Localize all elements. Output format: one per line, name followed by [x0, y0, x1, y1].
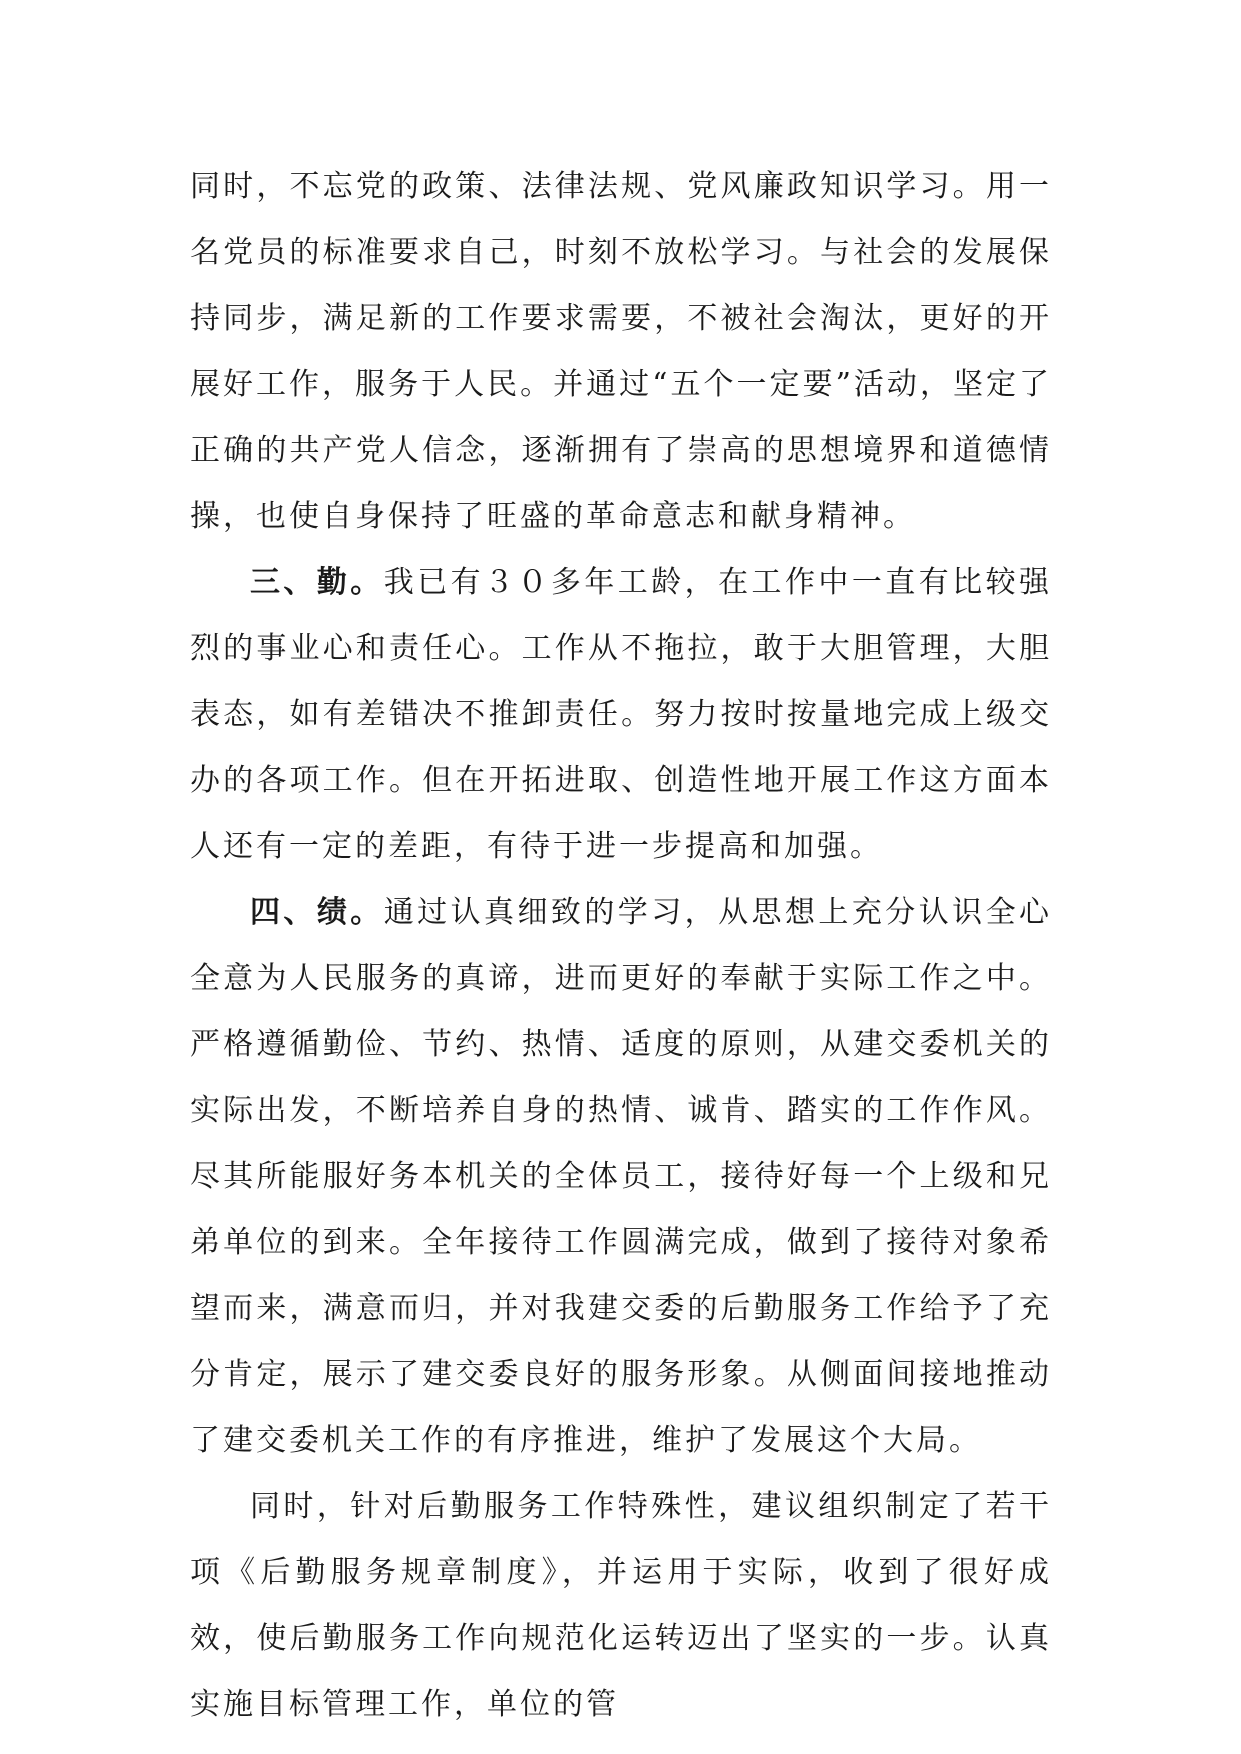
paragraph-diligence-text: 我已有３０多年工龄，在工作中一直有比较强烈的事业心和责任心。工作从不拖拉，敢于大胆管理，大胆表态，如有差错决不推卸责任。努力按时按量地完成上级交办的各项工作。但在开拓进取、创造性地开展工作这方面本人还有一定的差距，有待于进一步提高和加强。: [190, 565, 1053, 864]
section-heading-achievement: 四、绩。: [250, 895, 384, 930]
paragraph-achievement-text: 通过认真细致的学习，从思想上充分认识全心全意为人民服务的真谛，进而更好的奉献于实际工作之中。严格遵循勤俭、节约、热情、适度的原则，从建交委机关的实际出发，不断培养自身的热情、诚肯、踏实的工作作风。尽其所能服好务本机关的全体员工，接待好每一个上级和兄弟单位的到来。全年接待工作圆满完成，做到了接待对象希望而来，满意而归，并对我建交委的后勤服务工作给予了充分肯定，展示了建交委良好的服务形象。从侧面间接地推动了建交委机关工作的有序推进，维护了发展这个大局。: [190, 895, 1053, 1458]
document-body: [190, 154, 1052, 1738]
paragraph-regulations: 同时，针对后勤服务工作特殊性，建议组织制定了若干项《后勤服务规章制度》，并运用于实际，收到了很好成效，使后勤服务工作向规范化运转迈出了坚实的一步。认真实施目标管理工作，单位的管: [190, 1489, 1052, 1722]
paragraph-diligence: [190, 550, 1052, 880]
section-heading-diligence: 三、勤。: [250, 565, 384, 600]
paragraph-achievement: [190, 880, 1052, 1474]
paragraph-study: 同时，不忘党的政策、法律法规、党风廉政知识学习。用一名党员的标准要求自己，时刻不放松学习。与社会的发展保持同步，满足新的工作要求需要，不被社会淘汰，更好的开展好工作，服务于人民。并通过“五个一定要”活动，坚定了正确的共产党人信念，逐渐拥有了崇高的思想境界和道德情操，也使自身保持了旺盛的革命意志和献身精神。: [190, 169, 1052, 534]
